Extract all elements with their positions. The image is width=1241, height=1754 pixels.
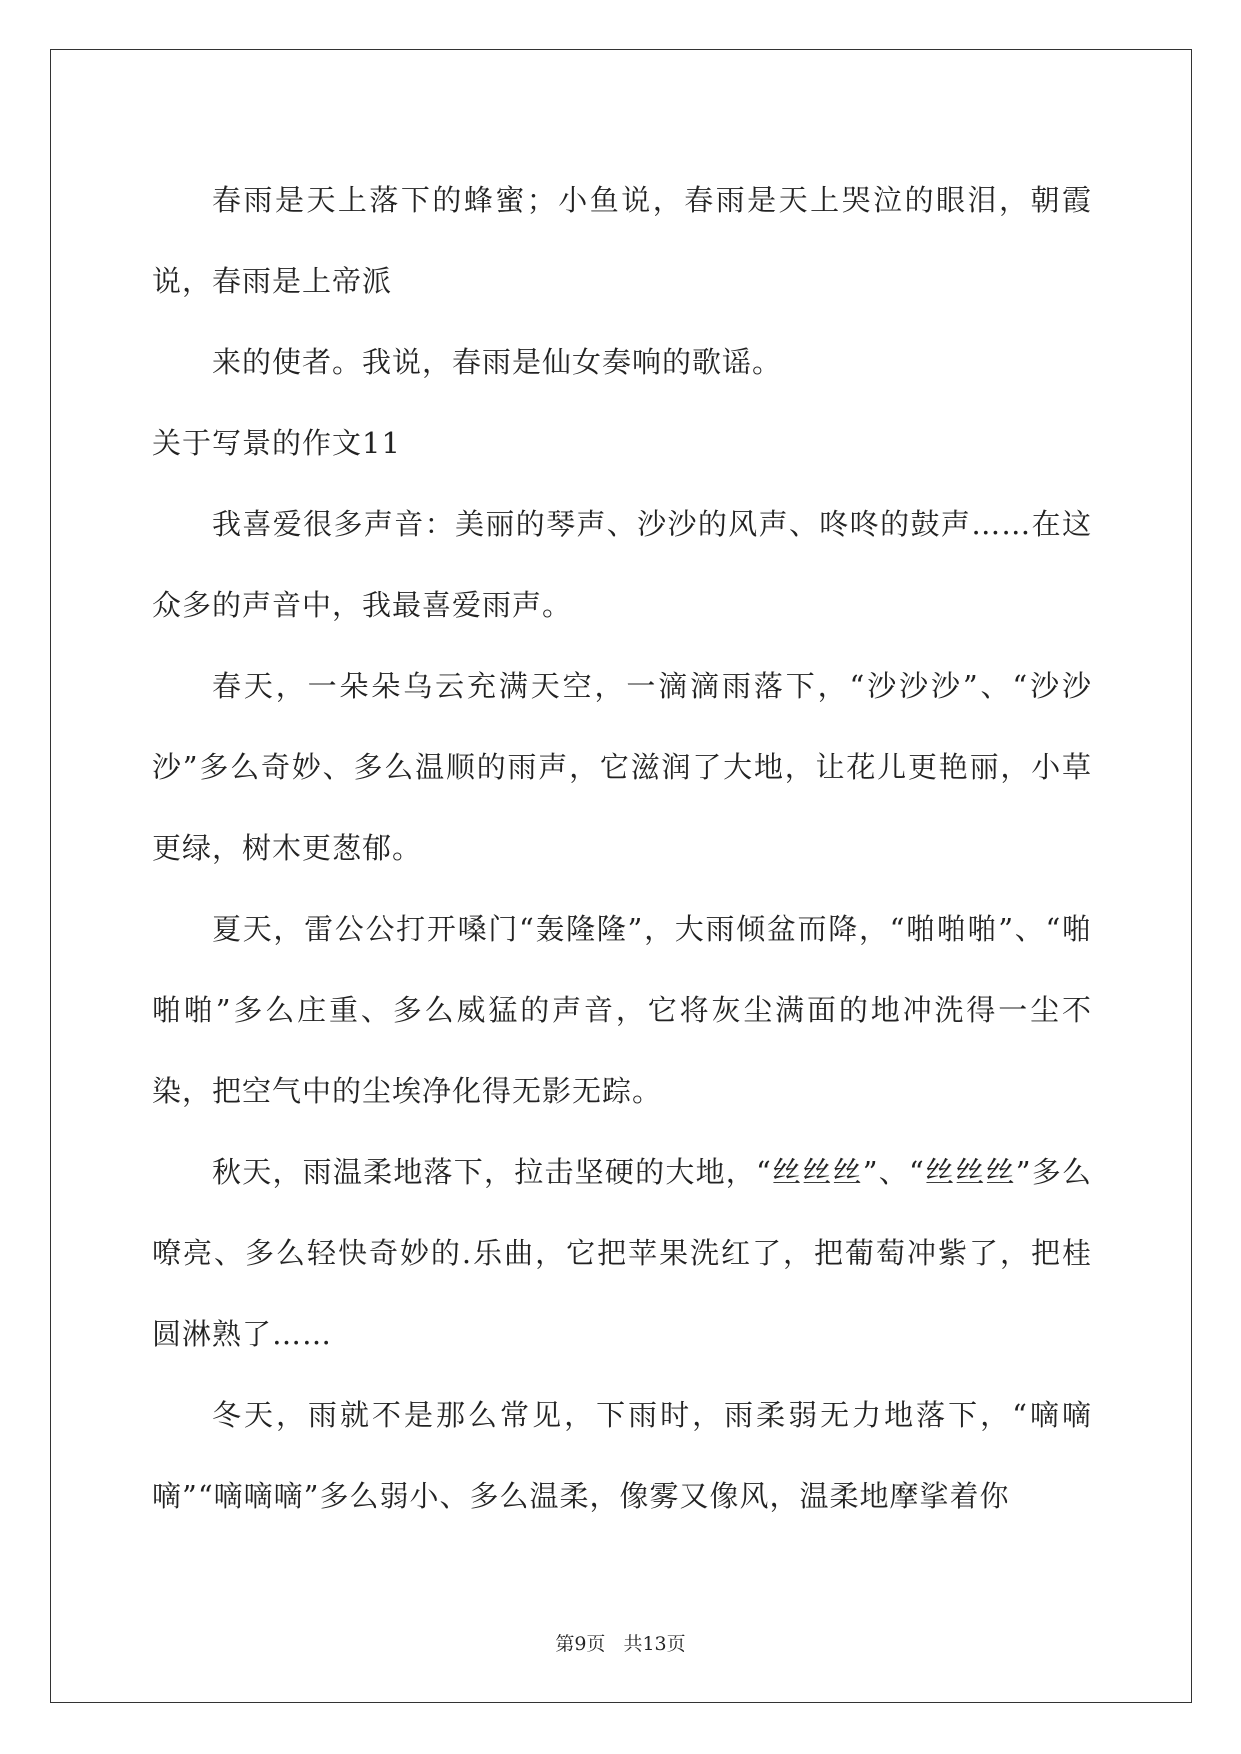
paragraph: 来的使者。我说，春雨是仙女奏响的歌谣。 [212,345,783,379]
paragraph: 冬天，雨就不是那么常见，下雨时，雨柔弱无力地落下，“嘀嘀嘀”“嘀嘀嘀”多么弱小、多么温柔，像雾又像风，温柔地摩挲着你 [152,1398,1092,1513]
paragraph: 春天，一朵朵乌云充满天空，一滴滴雨落下，“沙沙沙”、“沙沙沙”多么奇妙、多么温顺的雨声，它滋润了大地，让花儿更艳丽，小草更绿，树木更葱郁。 [152,669,1092,865]
paragraph: 我喜爱很多声音：美丽的琴声、沙沙的风声、咚咚的鼓声……在这众多的声音中，我最喜爱雨声。 [152,507,1092,622]
paragraph: 秋天，雨温柔地落下，拉击坚硬的大地，“丝丝丝”、“丝丝丝”多么嘹亮、多么轻快奇妙的.乐曲，它把苹果洗红了，把葡萄冲紫了，把桂圆淋熟了…… [152,1155,1092,1351]
document-body [152,160,1092,1537]
paragraph: 夏天，雷公公打开嗓门“轰隆隆”，大雨倾盆而降，“啪啪啪”、“啪啪啪”多么庄重、多么威猛的声音，它将灰尘满面的地冲洗得一尘不染，把空气中的尘埃净化得无影无踪。 [152,912,1092,1108]
paragraph: 春雨是天上落下的蜂蜜；小鱼说，春雨是天上哭泣的眼泪，朝霞说，春雨是上帝派 [152,183,1092,298]
section-heading: 关于写景的作文11 [152,426,401,460]
page-number: 第9页 [555,1633,606,1655]
page-total: 共13页 [623,1633,686,1655]
page-footer [0,1629,1241,1656]
